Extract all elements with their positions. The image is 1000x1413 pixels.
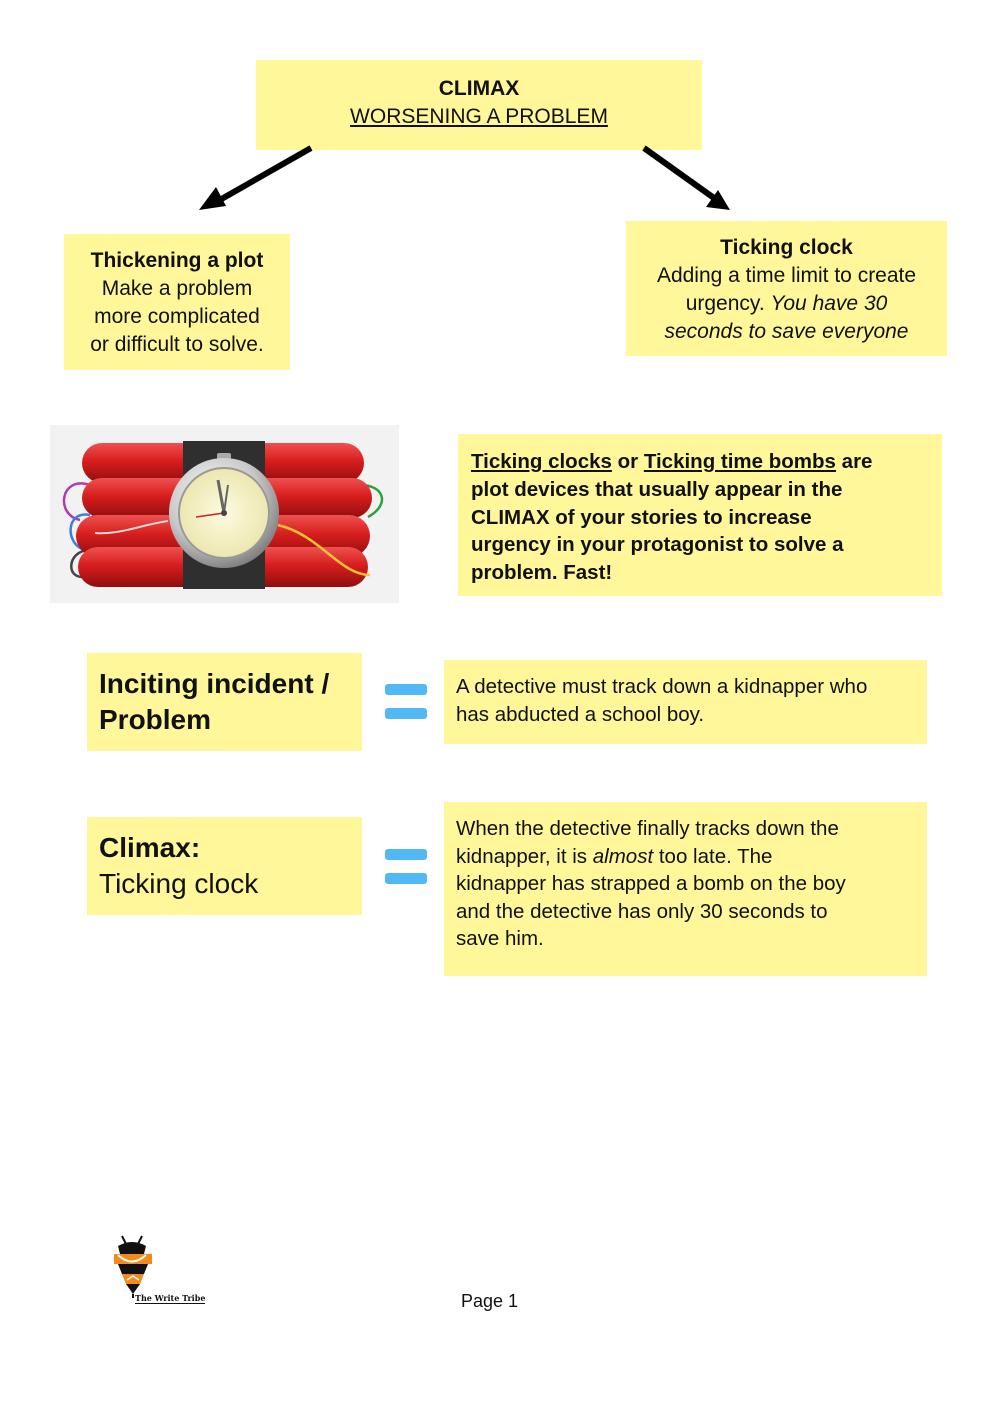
- climax-example-label-box: [87, 817, 362, 915]
- climax-header-box: [256, 60, 702, 150]
- climax-example-description-box: [444, 802, 927, 976]
- thickening-line: Make a problem: [101, 277, 253, 300]
- climax-desc-italic: almost: [592, 844, 654, 868]
- thickening-plot-box: [64, 234, 290, 370]
- climax-example-label-bold: Climax:: [99, 832, 201, 863]
- info-line: problem. Fast!: [471, 561, 613, 585]
- ticking-clock-box: [626, 221, 947, 356]
- climax-desc-line: save him.: [456, 927, 544, 951]
- info-line: [471, 448, 932, 476]
- ticking-line-plain: urgency.: [685, 292, 765, 315]
- ticking-title: Ticking clock: [720, 236, 853, 259]
- thickening-title: Thickening a plot: [90, 249, 264, 272]
- info-line-rest: are: [841, 450, 873, 473]
- climax-example-label-plain: Ticking clock: [99, 868, 259, 899]
- thickening-line: more complicated: [94, 305, 260, 328]
- info-line: plot devices that usually appear in the: [471, 477, 843, 501]
- climax-title: CLIMAX: [438, 77, 520, 100]
- info-line: CLIMAX of your stories to increase: [471, 505, 812, 529]
- climax-desc-line: and the detective has only 30 seconds to: [456, 899, 828, 923]
- page-number: Page 1: [461, 1291, 519, 1311]
- inciting-incident-label-box: [87, 653, 362, 751]
- equals-icon: [385, 849, 427, 887]
- thickening-line: or difficult to solve.: [90, 333, 264, 356]
- logo-text: The Write Tribe: [135, 1293, 206, 1303]
- climax-subtitle: WORSENING A PROBLEM: [350, 105, 608, 128]
- climax-desc-line: When the detective finally tracks down the: [456, 817, 839, 840]
- info-term-ticking-time-bombs: Ticking time bombs: [643, 450, 836, 473]
- inciting-label: Problem: [99, 704, 212, 735]
- equals-icon: [385, 684, 427, 722]
- inciting-incident-description-box: [444, 660, 927, 744]
- info-line: urgency in your protagonist to solve a: [471, 533, 844, 557]
- ticking-line-italic: seconds to save everyone: [664, 320, 909, 343]
- climax-desc-pre: kidnapper, it is: [456, 844, 588, 868]
- ticking-line: Adding a time limit to create: [656, 264, 917, 287]
- ticking-clocks-info-box: [458, 434, 942, 596]
- climax-desc-post: too late. The: [658, 844, 773, 868]
- climax-desc-line: kidnapper has strapped a bomb on the boy: [456, 872, 846, 896]
- inciting-label: Inciting incident /: [99, 668, 330, 699]
- info-connector: or: [617, 450, 639, 473]
- ticking-line-italic: You have 30: [770, 292, 888, 315]
- time-bomb-image: [50, 425, 399, 603]
- ticking-line: [626, 290, 947, 318]
- climax-desc-line: [456, 843, 917, 871]
- inciting-desc-line: has abducted a school boy.: [456, 703, 705, 726]
- info-term-ticking-clocks: Ticking clocks: [471, 450, 612, 473]
- time-bomb-illustration: [50, 425, 399, 603]
- inciting-desc-line: A detective must track down a kidnapper who: [456, 675, 868, 698]
